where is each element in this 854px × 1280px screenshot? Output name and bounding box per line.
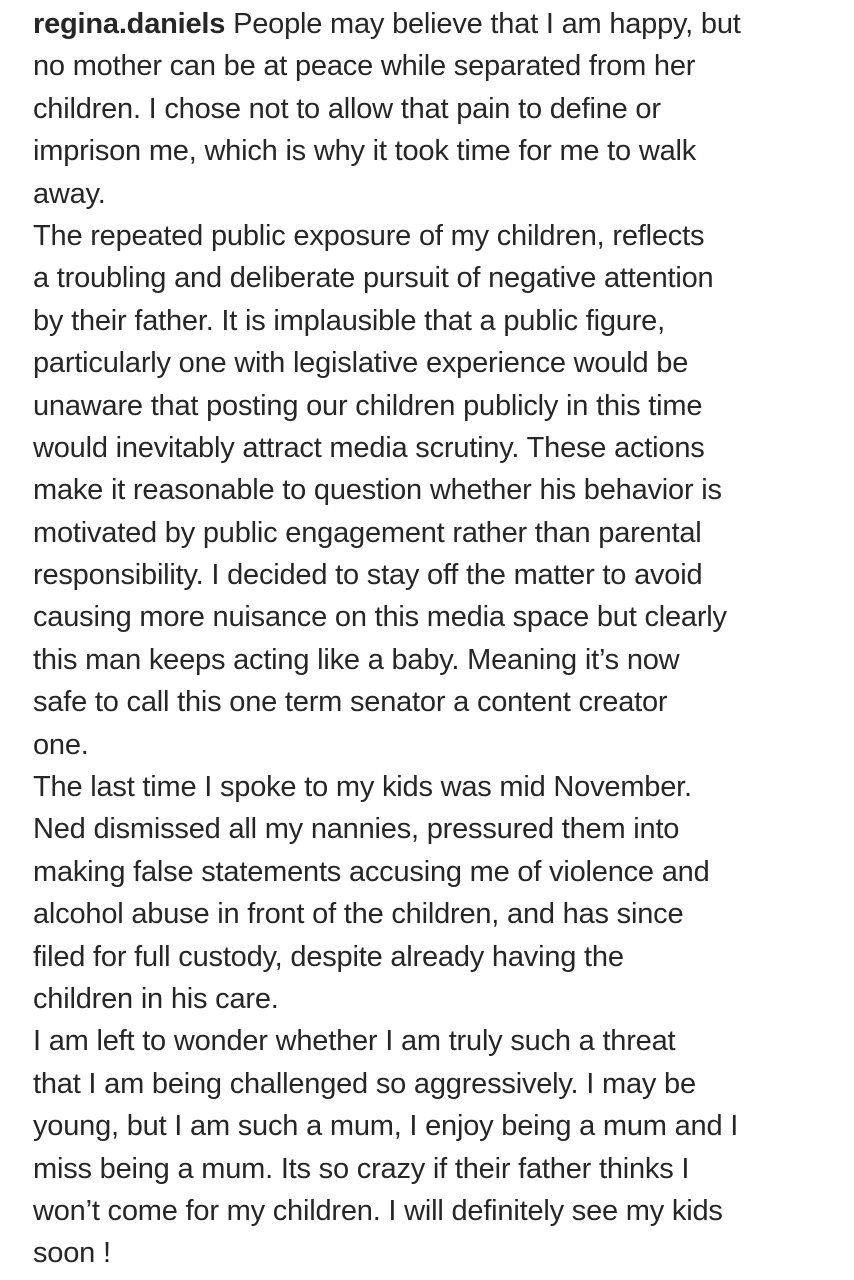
caption-line: unaware that posting our children publicly in this time xyxy=(33,389,703,422)
username-link[interactable]: regina.daniels xyxy=(33,8,226,40)
caption-line: safe to call this one term senator a content creator xyxy=(33,686,668,719)
caption-line: The repeated public exposure of my children, reflects xyxy=(33,219,705,252)
caption-line-first xyxy=(33,3,840,45)
caption-line: alcohol abuse in front of the children, and has since xyxy=(33,898,684,931)
caption-line: I am left to wonder whether I am truly such a threat xyxy=(33,1025,676,1058)
caption-line: motivated by public engagement rather than parental xyxy=(33,516,702,549)
caption-line: by their father. It is implausible that a public figure, xyxy=(33,304,665,337)
caption-line: filed for full custody, despite already having the xyxy=(33,940,624,973)
caption-line: would inevitably attract media scrutiny. These actions xyxy=(33,431,705,464)
caption-line: miss being a mum. Its so crazy if their father thinks I xyxy=(33,1152,690,1185)
caption-line: young, but I am such a mum, I enjoy being a mum and I xyxy=(33,1110,739,1143)
caption-line: Ned dismissed all my nannies, pressured them into xyxy=(33,813,680,846)
caption-line: make it reasonable to question whether his behavior is xyxy=(33,474,722,507)
caption-line: no mother can be at peace while separated from her xyxy=(33,50,696,83)
caption-line: particularly one with legislative experience would be xyxy=(33,347,689,380)
caption-line: this man keeps acting like a baby. Meaning it’s now xyxy=(33,643,680,676)
caption-line: children in his care. xyxy=(33,982,279,1015)
caption-line: won’t come for my children. I will definitely see my kids xyxy=(33,1194,723,1227)
caption-line: away. xyxy=(33,177,106,210)
caption-line: responsibility. I decided to stay off the matter to avoid xyxy=(33,559,703,592)
caption-line: children. I chose not to allow that pain to define or xyxy=(33,92,661,125)
caption-line: one. xyxy=(33,728,89,761)
caption-line-text: People may believe that I am happy, but xyxy=(225,8,741,40)
caption-line: making false statements accusing me of violence and xyxy=(33,855,710,888)
caption-line: causing more nuisance on this media space but clearly xyxy=(33,601,727,634)
caption-line: The last time I spoke to my kids was mid November. xyxy=(33,771,692,804)
caption-line: a troubling and deliberate pursuit of negative attention xyxy=(33,262,714,295)
caption-line: imprison me, which is why it took time for me to walk xyxy=(33,135,697,168)
caption-line: that I am being challenged so aggressively. I may be xyxy=(33,1067,696,1100)
caption-line: soon ! xyxy=(33,1237,111,1270)
